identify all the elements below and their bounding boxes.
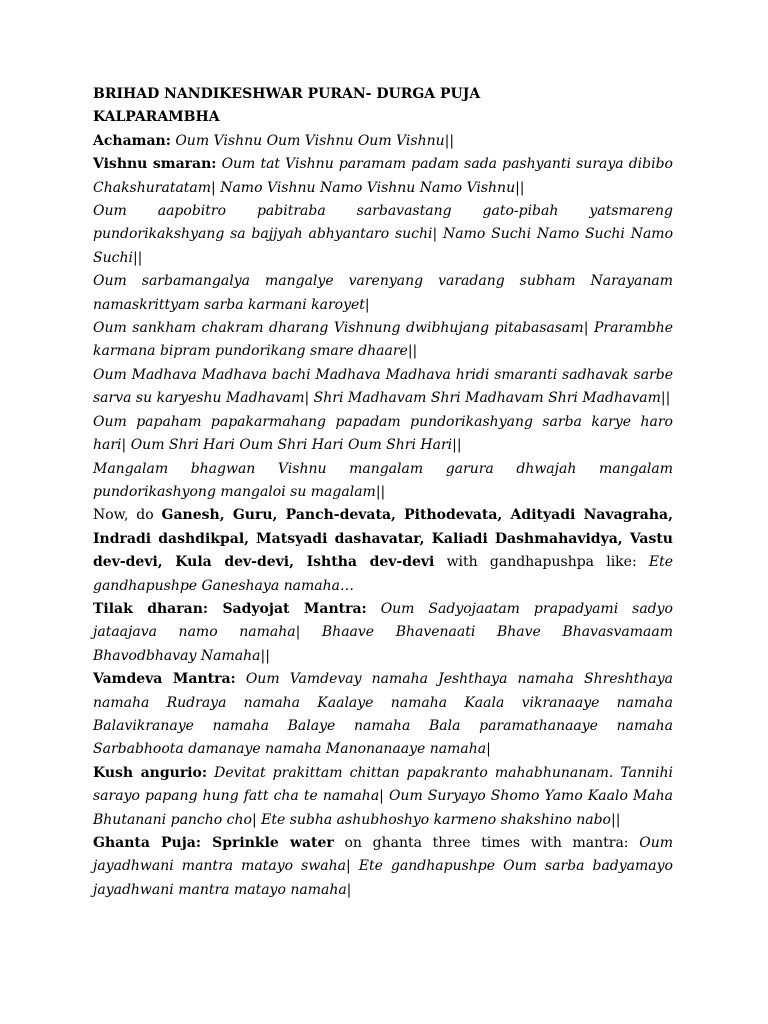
paragraph-vishnu-smaran [93, 153, 673, 200]
paragraph-kush-angurio [93, 762, 673, 832]
paragraph-label: Ghanta Puja: Sprinkle water [93, 835, 334, 851]
paragraph-label: Vamdeva Mantra: [93, 671, 236, 688]
paragraph-text: Oum Vamdevay namaha Jeshthaya namaha Shreshthaya namaha Rudraya namaha Kaalaye namaha Kaala vikranaaye namaha Balavikranaye namaha Balaye namaha Bala paramathanaaye namaha Sarbabhoota damanaye namaha Manonanaaye namaha| [93, 671, 674, 758]
document-subtitle: KALPARAMBHA [93, 109, 220, 126]
paragraph-sarbamangalya [93, 270, 673, 317]
paragraph-text: Oum Madhava Madhava bachi Madhava Madhava hridi smaranti sadhavak sarbe sarva su karyeshu Madhavam| Shri Madhavam Shri Madhavam Shri Madhavam|| [93, 366, 673, 407]
paragraph-text: Oum sankham chakram dharang Vishnung dwibhujang pitabasasam| Prarambhe karmana bipram pundorikang smare dhaare|| [93, 320, 673, 360]
document-title: BRIHAD NANDIKESHWAR PURAN- DURGA PUJA [93, 86, 481, 102]
paragraph-text: Oum Vishnu Oum Vishnu Oum Vishnu|| [175, 132, 455, 149]
document-page [93, 83, 673, 902]
paragraph-label: Tilak dharan: Sadyojat Mantra: [93, 600, 367, 617]
paragraph-text: Oum jayadhwani mantra matayo swaha| Ete gandhapushpe Oum sarba badyamayo jayadhwani mantra matayo namaha| [93, 835, 673, 898]
paragraph-papaham [93, 411, 673, 458]
paragraph-achaman [93, 130, 673, 153]
paragraph-text: Oum papaham papakarmahang papadam pundorikashyang sarba karye haro hari| Oum Shri Hari Oum Shri Hari Oum Shri Hari|| [93, 413, 673, 454]
paragraph-mangalam [93, 458, 673, 505]
paragraph-text: Devitat prakittam chittan papakranto mahabhunanam. Tannihi sarayo papang hung fatt cha te namaha| Oum Suryayo Shomo Yamo Kaalo Maha Bhutanani pancho cho| Ete subha ashubhoshyo karmeno shakshino nabo|| [93, 764, 673, 828]
paragraph-text: Ete gandhapushpe Ganeshaya namaha… [93, 554, 674, 594]
paragraph-deities: Ganesh, Guru, Panch-devata, Pithodevata, Adityadi Navagraha, Indradi dashdikpal, Matsyadi dashavatar, Kaliadi Dashmahavidya, Vastu dev-devi, Kula dev-devi, Ishtha dev-devi [93, 507, 674, 571]
paragraph-label: Achaman: [93, 132, 171, 149]
paragraph-text: Oum sarbamangalya mangalye varenyang varadang subham Narayanam namaskrittyam sarba karmani karoyet| [93, 273, 673, 313]
paragraph-plain: on ghanta three times with mantra: [344, 835, 629, 851]
paragraph-label: Kush angurio: [93, 764, 208, 781]
paragraph-intro: Now, do [93, 507, 154, 524]
paragraph-aapobitro [93, 200, 673, 270]
paragraph-now-do [93, 504, 673, 598]
paragraph-plain: with gandhapushpa like: [446, 554, 637, 571]
paragraph-text: Mangalam bhagwan Vishnu mangalam garura dhwajah mangalam pundorikashyong mangaloi su magalam|| [93, 460, 673, 500]
paragraph-label: Vishnu smaran: [93, 156, 217, 173]
paragraph-text: Oum Sadyojaatam prapadyami sadyo jataajava namo namaha| Bhaave Bhavenaati Bhave Bhavasvamaam Bhavodbhavay Namaha|| [93, 600, 673, 664]
paragraph-text: Oum tat Vishnu paramam padam sada pashyanti suraya dibibo Chakshuratatam| Namo Vishnu Namo Vishnu Namo Vishnu|| [93, 156, 673, 196]
paragraph-text: Oum aapobitro pabitraba sarbavastang gato-pibah yatsmareng pundorikakshyang sa bajjyah abhyantaro suchi| Namo Suchi Namo Suchi Namo Suchi|| [93, 203, 673, 266]
paragraph-ghanta-puja [93, 832, 673, 902]
paragraph-vamdeva [93, 668, 673, 762]
paragraph-tilak-dharan [93, 598, 673, 668]
paragraph-madhava [93, 364, 673, 411]
paragraph-sankham [93, 317, 673, 364]
